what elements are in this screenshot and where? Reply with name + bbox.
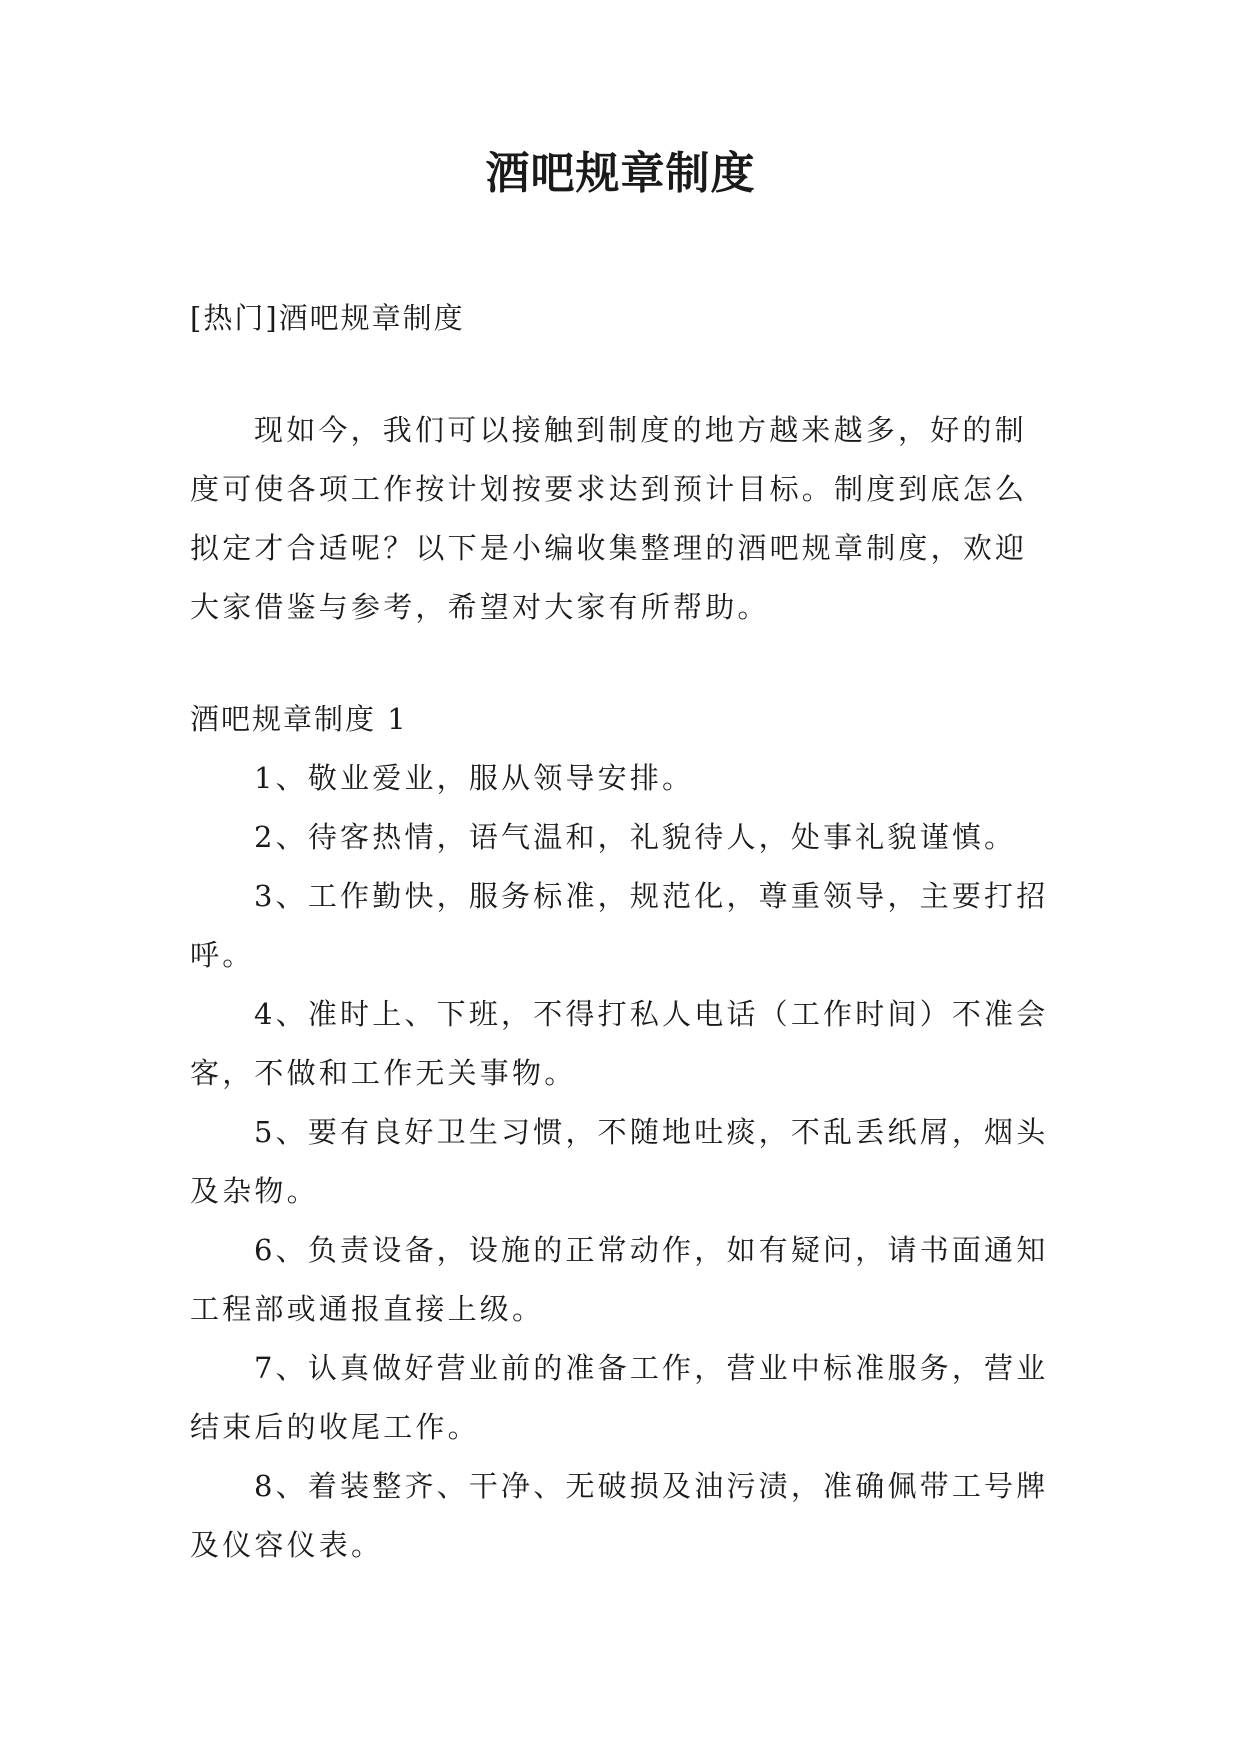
rule-item: 6、负责设备，设施的正常动作，如有疑问，请书面通知工程部或通报直接上级。 — [190, 1233, 1049, 1326]
rule-item: 8、着装整齐、干净、无破损及油污渍，准确佩带工号牌及仪容仪表。 — [190, 1469, 1049, 1562]
document-title: 酒吧规章制度 — [485, 148, 756, 199]
rules-section — [190, 690, 1054, 1575]
document-subtitle: [热门]酒吧规章制度 — [190, 301, 465, 335]
section-heading: 酒吧规章制度 1 — [190, 702, 408, 736]
rule-item: 1、敬业爱业，服从领导安排。 — [254, 761, 695, 795]
rule-item: 7、认真做好营业前的准备工作，营业中标准服务，营业结束后的收尾工作。 — [190, 1351, 1049, 1444]
rule-item: 3、工作勤快，服务标准，规范化，尊重领导，主要打招呼。 — [190, 879, 1049, 972]
rule-item: 4、准时上、下班，不得打私人电话（工作时间）不准会客，不做和工作无关事物。 — [190, 997, 1049, 1090]
rule-item: 2、待客热情，语气温和，礼貌待人，处事礼貌谨慎。 — [254, 820, 1017, 854]
rule-item: 5、要有良好卫生习惯，不随地吐痰，不乱丢纸屑，烟头及杂物。 — [190, 1115, 1049, 1208]
intro-paragraph: 现如今，我们可以接触到制度的地方越来越多，好的制度可使各项工作按计划按要求达到预计目标。制度到底怎么拟定才合适呢？以下是小编收集整理的酒吧规章制度，欢迎大家借鉴与参考，希望对大家有所帮助。 — [190, 413, 1028, 624]
